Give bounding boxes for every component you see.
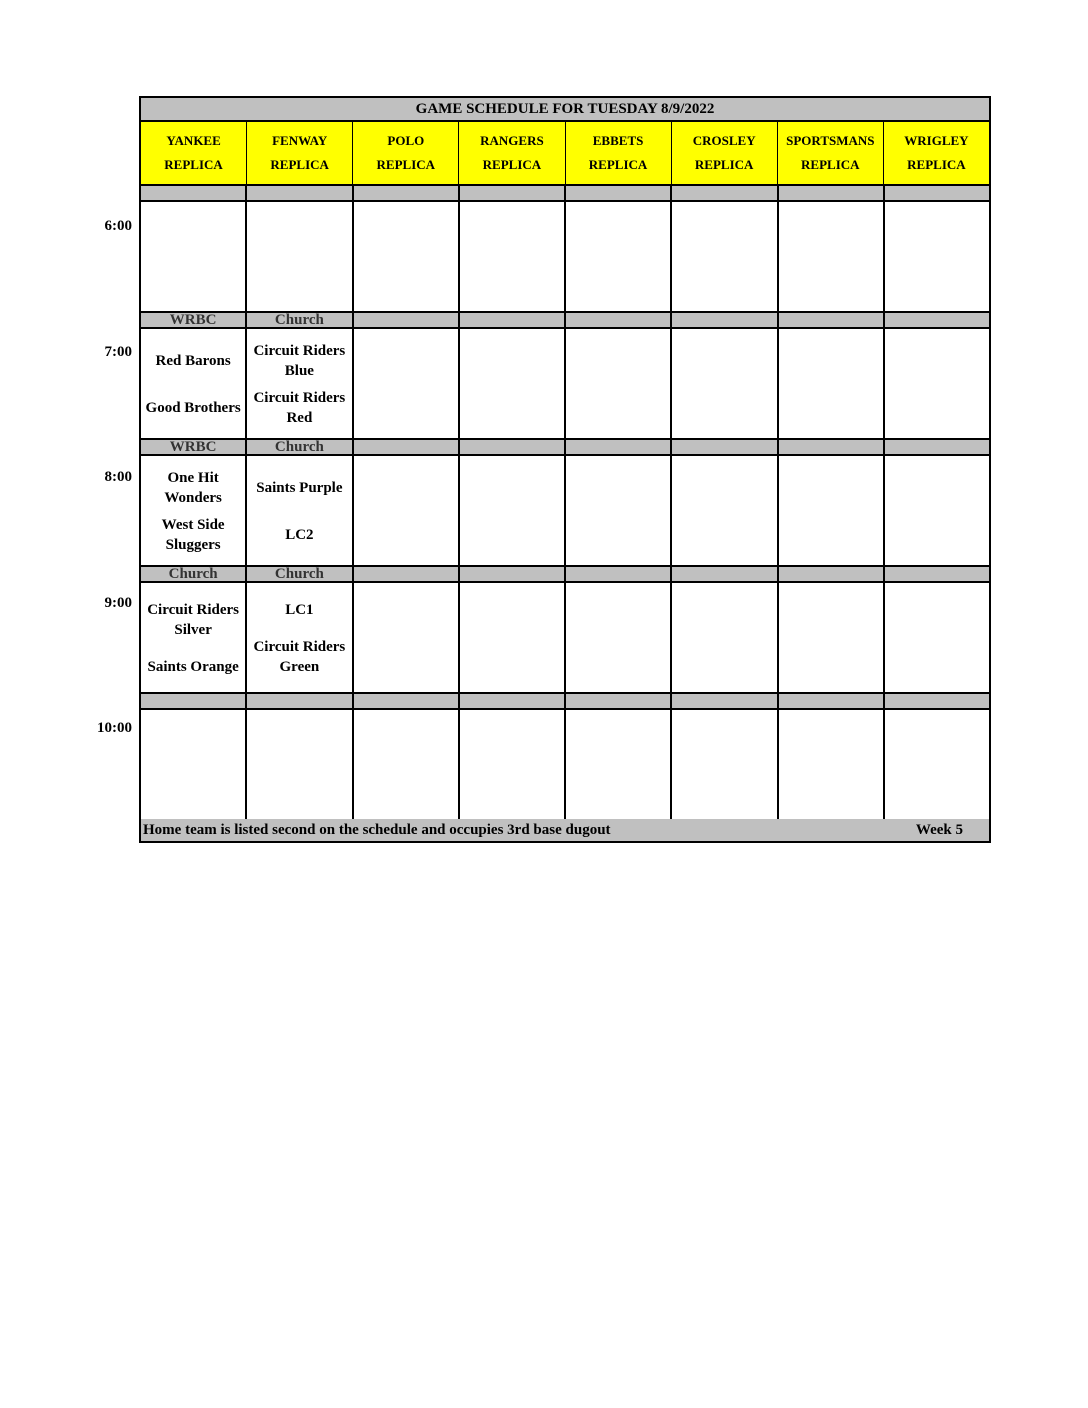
game-cell <box>247 710 353 819</box>
game-cell <box>566 202 672 311</box>
league-label <box>460 186 566 200</box>
field-header-rangers <box>459 122 565 184</box>
game-cell <box>672 329 778 438</box>
game-cell <box>247 456 353 565</box>
time-slot-row <box>139 456 991 565</box>
field-name: RANGERS <box>480 133 544 148</box>
league-label <box>460 567 566 581</box>
field-name: YANKEE <box>166 133 221 148</box>
field-sub: REPLICA <box>482 157 542 172</box>
game-cell <box>460 202 566 311</box>
away-team: Circuit Riders Blue <box>253 342 346 379</box>
game-cell <box>779 710 885 819</box>
game-cell <box>672 202 778 311</box>
game-cell <box>460 710 566 819</box>
game-cell <box>354 456 460 565</box>
league-label: Church <box>247 567 353 581</box>
league-label <box>672 313 778 327</box>
footer-note: Home team is listed second on the schedule and occupies 3rd base dugout <box>143 821 611 838</box>
time-label: 9:00 <box>104 594 132 611</box>
home-team: West Side Sluggers <box>161 517 225 554</box>
game-cell <box>885 202 989 311</box>
field-sub: REPLICA <box>801 157 860 172</box>
game-cell <box>779 329 885 438</box>
league-row <box>139 184 991 202</box>
league-label <box>779 313 885 327</box>
field-header-fenway <box>247 122 353 184</box>
time-slot-row <box>139 710 991 819</box>
home-team: LC2 <box>285 527 314 544</box>
league-label <box>141 186 247 200</box>
time-slot-row <box>139 583 991 692</box>
away-team: Circuit Riders Silver <box>147 601 240 638</box>
league-row <box>139 692 991 710</box>
league-label <box>354 694 460 708</box>
field-name: CROSLEY <box>692 133 756 148</box>
game-cell <box>247 583 353 692</box>
time-label: 10:00 <box>97 720 132 736</box>
game-cell <box>354 710 460 819</box>
field-name: FENWAY <box>272 133 328 148</box>
league-label <box>779 567 885 581</box>
game-cell <box>354 329 460 438</box>
league-label <box>779 440 885 454</box>
league-label <box>566 694 672 708</box>
away-team: One Hit Wonders <box>164 469 222 506</box>
field-sub: REPLICA <box>588 157 648 172</box>
league-label: WRBC <box>141 440 247 454</box>
league-label <box>885 567 989 581</box>
league-label <box>141 694 247 708</box>
game-cell <box>247 202 353 311</box>
league-label <box>885 186 989 200</box>
time-label: 7:00 <box>104 343 132 360</box>
league-label <box>885 313 989 327</box>
game-cell <box>460 329 566 438</box>
game-cell <box>672 710 778 819</box>
league-label <box>672 694 778 708</box>
game-cell <box>885 329 989 438</box>
field-name: SPORTSMANS <box>786 133 875 148</box>
game-cell <box>460 583 566 692</box>
league-row <box>139 311 991 329</box>
field-header-polo <box>353 122 459 184</box>
schedule-footer <box>139 819 991 843</box>
game-cell <box>885 456 989 565</box>
game-cell <box>141 456 247 565</box>
field-header-wrigley <box>884 122 989 184</box>
league-label: Church <box>247 440 353 454</box>
game-cell <box>672 456 778 565</box>
time-slot-row <box>139 329 991 438</box>
game-cell <box>141 202 247 311</box>
league-label <box>672 186 778 200</box>
away-team: Saints Purple <box>256 479 343 496</box>
league-row <box>139 565 991 583</box>
away-team: Red Barons <box>155 352 231 369</box>
league-label <box>566 313 672 327</box>
field-sub: REPLICA <box>376 157 436 172</box>
league-label <box>460 440 566 454</box>
home-team: Circuit Riders Red <box>253 390 346 427</box>
game-cell <box>354 583 460 692</box>
home-team: Circuit Riders Green <box>253 639 346 676</box>
field-header-yankee <box>141 122 247 184</box>
field-header-ebbets <box>566 122 672 184</box>
league-row <box>139 438 991 456</box>
away-team: LC1 <box>285 601 314 618</box>
time-slot-row <box>139 202 991 311</box>
home-team: Saints Orange <box>147 659 239 676</box>
field-header-crosley <box>672 122 778 184</box>
game-cell <box>885 583 989 692</box>
league-label <box>672 440 778 454</box>
game-cell <box>885 710 989 819</box>
league-label <box>460 313 566 327</box>
field-sub: REPLICA <box>907 157 966 172</box>
league-label <box>566 567 672 581</box>
week-label: Week 5 <box>915 821 963 838</box>
league-label: Church <box>247 313 353 327</box>
home-team: Good Brothers <box>145 400 241 417</box>
league-label <box>885 694 989 708</box>
league-label <box>460 694 566 708</box>
game-cell <box>779 583 885 692</box>
game-cell <box>672 583 778 692</box>
game-cell <box>141 329 247 438</box>
league-label <box>779 694 885 708</box>
game-cell <box>354 202 460 311</box>
time-label: 8:00 <box>104 469 132 485</box>
league-label <box>354 313 460 327</box>
game-cell <box>566 456 672 565</box>
league-label <box>885 440 989 454</box>
league-label <box>247 694 353 708</box>
league-label <box>247 186 353 200</box>
schedule-title: GAME SCHEDULE FOR TUESDAY 8/9/2022 <box>139 96 991 120</box>
field-name: EBBETS <box>592 133 644 148</box>
league-label <box>672 567 778 581</box>
game-cell <box>779 456 885 565</box>
game-cell <box>566 583 672 692</box>
game-cell <box>460 456 566 565</box>
schedule-body <box>139 184 991 819</box>
time-label: 6:00 <box>104 218 132 234</box>
field-name: WRIGLEY <box>904 133 969 148</box>
field-sub: REPLICA <box>270 157 329 172</box>
field-name: POLO <box>387 133 425 148</box>
schedule-table <box>139 96 991 843</box>
field-header-sportsmans <box>778 122 884 184</box>
league-label <box>354 567 460 581</box>
field-sub: REPLICA <box>694 157 754 172</box>
league-label <box>566 440 672 454</box>
league-label <box>779 186 885 200</box>
game-cell <box>566 710 672 819</box>
league-label: WRBC <box>141 313 247 327</box>
field-header-row <box>139 120 991 184</box>
game-cell <box>141 710 247 819</box>
field-sub: REPLICA <box>164 157 223 172</box>
league-label <box>354 186 460 200</box>
game-cell <box>566 329 672 438</box>
game-cell <box>779 202 885 311</box>
league-label <box>566 186 672 200</box>
league-label: Church <box>141 567 247 581</box>
game-cell <box>247 329 353 438</box>
game-cell <box>141 583 247 692</box>
league-label <box>354 440 460 454</box>
